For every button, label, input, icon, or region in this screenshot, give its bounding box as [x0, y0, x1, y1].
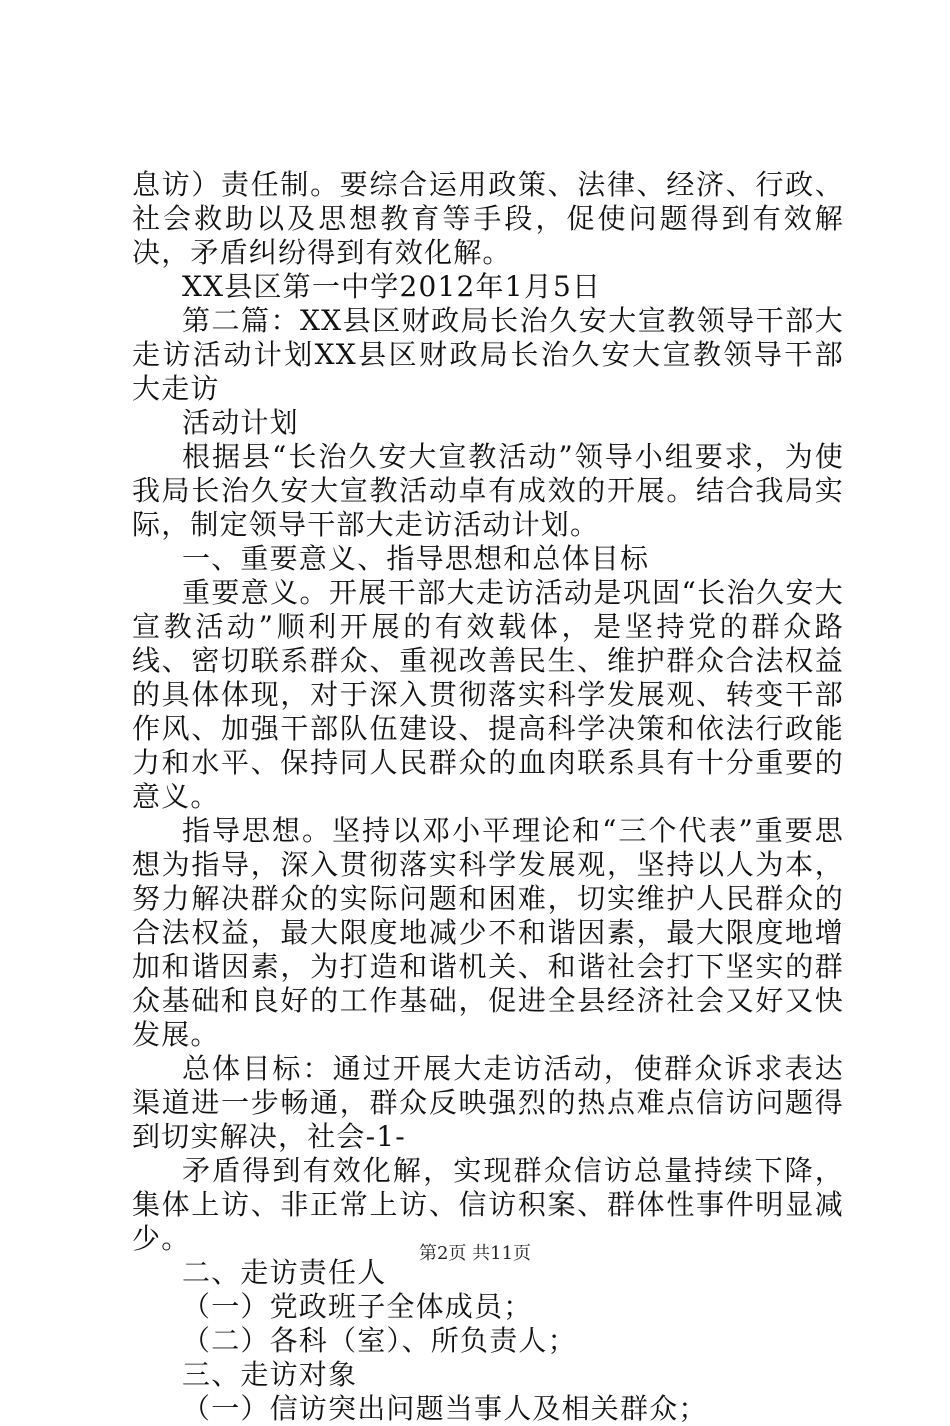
heading: 二、走访责任人: [182, 1256, 387, 1289]
paragraph: 息访）责任制。要综合运用政策、法律、经济、行政、社会救助以及思想教育等手段，促使问题得到有效解决，矛盾纠纷得到有效化解。: [132, 168, 844, 269]
list-item: （一）党政班子全体成员；: [182, 1290, 533, 1323]
section-title-continued: 活动计划: [182, 406, 299, 439]
signature-date-line: XX县区第一中学2012年1月5日: [182, 270, 602, 303]
heading: 三、走访对象: [182, 1358, 358, 1391]
paragraph: 指导思想。坚持以邓小平理论和“三个代表”重要思想为指导，深入贯彻落实科学发展观，坚持以人为本，努力解决群众的实际问题和困难，切实维护人民群众的合法权益，最大限度地减少不和谐因素，最大限度地增加和谐因素，为打造和谐机关、和谐社会打下坚实的群众基础和良好的工作基础，促进全县经济社会又好又快发展。: [132, 814, 844, 1051]
heading: 一、重要意义、指导思想和总体目标: [182, 542, 650, 575]
paragraph: 根据县“长治久安大宣教活动”领导小组要求，为使我局长治久安大宣教活动卓有成效的开展。结合我局实际，制定领导干部大走访活动计划。: [132, 440, 844, 541]
list-item: （二）各科（室）、所负责人；: [182, 1324, 577, 1357]
paragraph: 重要意义。开展干部大走访活动是巩固“长治久安大宣教活动”顺利开展的有效载体，是坚持党的群众路线、密切联系群众、重视改善民生、维护群众合法权益的具体体现，对于深入贯彻落实科学发展观、转变干部作风、加强干部队伍建设、提高科学决策和依法行政能力和水平、保持同人民群众的血肉联系具有十分重要的意义。: [132, 576, 844, 813]
document-body: [132, 168, 844, 1426]
list-item: （一）信访突出问题当事人及相关群众；: [182, 1392, 708, 1425]
section-title: 第二篇：XX县区财政局长治久安大宣教领导干部大走访活动计划XX县区财政局长治久安大宣教领导干部大走访: [132, 304, 844, 405]
page-number-footer: 第2页 共11页: [418, 1243, 532, 1264]
paragraph: 总体目标：通过开展大走访活动，使群众诉求表达渠道进一步畅通，群众反映强烈的热点难点信访问题得到切实解决，社会-1-: [132, 1052, 844, 1153]
paragraph: 矛盾得到有效化解，实现群众信访总量持续下降，集体上访、非正常上访、信访积案、群体性事件明显减少。: [132, 1154, 844, 1255]
